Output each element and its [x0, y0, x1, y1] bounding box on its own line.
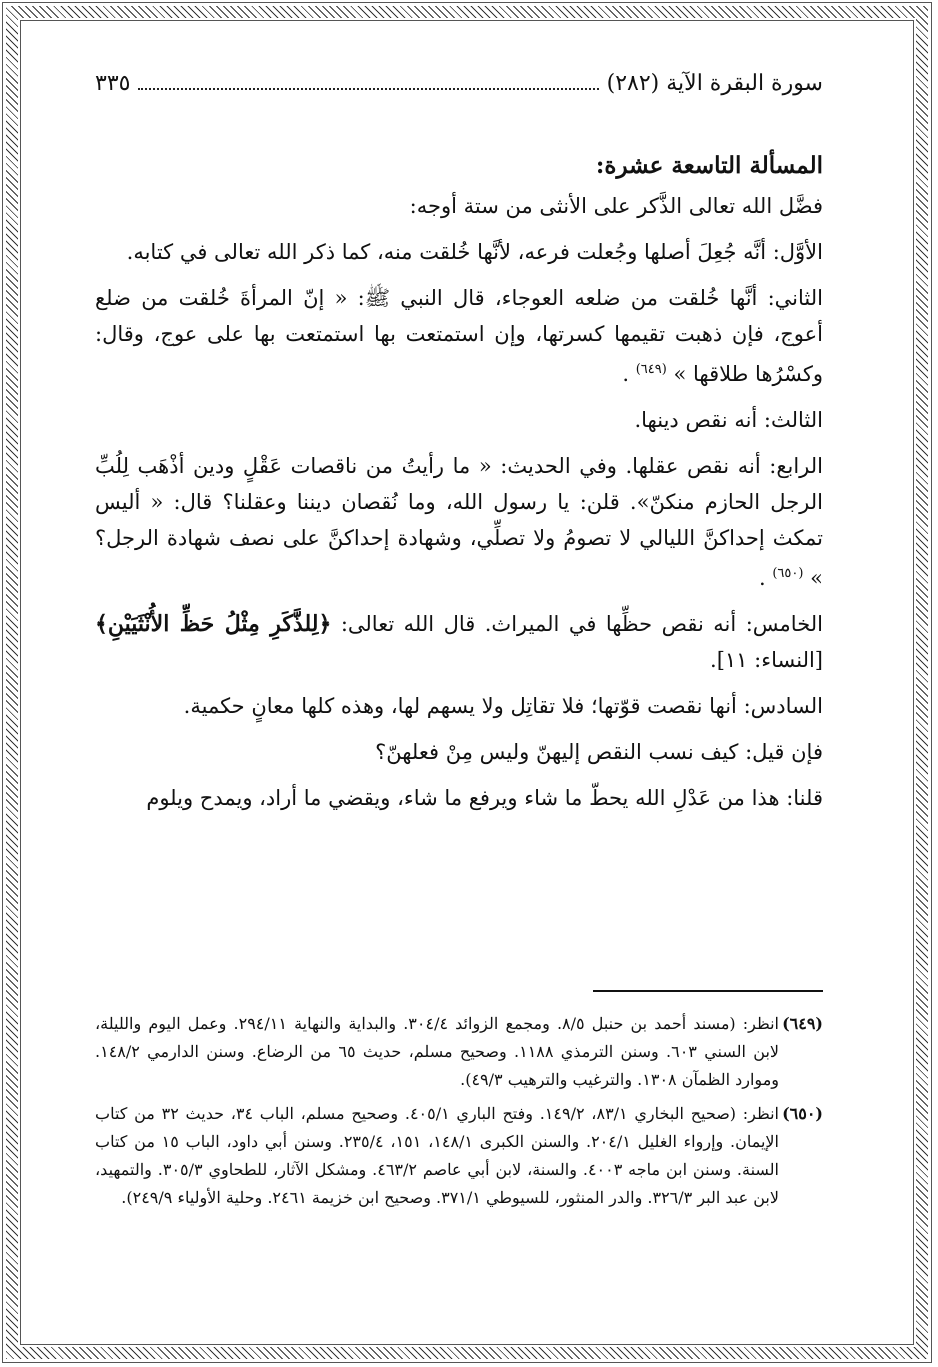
paragraph-fifth-pre: الخامس: أنه نقص حظِّها في الميراث. قال الله تعالى:: [340, 612, 823, 636]
paragraph-sixth: السادس: أنها نقصت قوّتها؛ فلا تقاتِل ولا يسهم لها، وهذه كلها معانٍ حكمية.: [183, 694, 823, 718]
footnote-ref-650[interactable]: (٦٥٠): [772, 566, 804, 581]
paragraph-fourth: [95, 448, 823, 596]
paragraph-second-end: .: [622, 362, 630, 386]
paragraph-second-text: الثاني: أنَّها خُلقت من ضلعه العوجاء، قال النبي ﷺ: « إنّ المرأةَ خُلقت من ضلع أعوج، فإن ذهبت تقيمها كسرتها، وإن استمتعت بها استمتعت بها على عوج، وقال: وكسْرُها طلاقها »: [95, 286, 823, 386]
footnote-text: انظر: (صحيح البخاري ٨٣/١، ١٤٩/٢. وفتح الباري ٤٠٥/١. وصحيح مسلم، الباب ٣٤، حديث ٣٢ من كتاب الإيمان. وإرواء الغليل ٢٠٤/١. والسنن الكبرى ١٤٨/١، ١٥١، ٢٣٥/٤. وسنن أبي داود، الباب ١٥ من كتاب السنة. وسنن ابن ماجه ٤٠٠٣. والسنة، لابن أبي عاصم ٤٦٣/٢. ومشكل الآثار، للطحاوي ٣٠٥/٣. والتمهيد، لابن عبد البر ٣٢٦/٣. والدر المنثور، للسيوطي ٣٧١/١. وصحيح ابن خزيمة ٢٤٦١. وحلية الأولياء ٢٤٩/٩).: [95, 1104, 780, 1207]
main-text: [95, 148, 823, 826]
paragraph-first: الأوَّل: أنَّه جُعِلَ أصلها وجُعلت فرعه، لأنَّها خُلقت منه، كما ذكر الله تعالى في كتابه.: [126, 240, 823, 264]
running-header: [95, 70, 823, 104]
header-title: سورة البقرة الآية (٢٨٢): [606, 71, 823, 96]
page-number: ٣٣٥: [95, 71, 131, 96]
paragraph-answer: قلنا: هذا من عَدْلِ الله يحطّ ما شاء ويرفع ما شاء، ويقضي ما أراد، ويمدح ويلوم: [146, 786, 823, 810]
paragraph-fourth-text: الرابع: أنه نقص عقلها. وفي الحديث: « ما رأيتُ من ناقصات عَقْلٍ ودين أذْهَب لِلُبِّ الرجل الحازم منكنّ». قلن: يا رسول الله، وما نُقصان ديننا وعقلنا؟ قال: « أليس تمكث إحداكنَّ الليالي لا تصومُ ولا تصلِّي، وشهادة إحداكنَّ على نصف شهادة الرجل؟ »: [95, 454, 823, 590]
verse-citation: [النساء: ١١].: [710, 648, 823, 672]
paragraph-fourth-end: .: [758, 566, 766, 590]
paragraph-third: الثالث: أنه نقص دينها.: [634, 408, 823, 432]
paragraph-intro: فضَّل الله تعالى الذَّكر على الأنثى من ستة أوجه:: [409, 194, 823, 218]
section-heading: المسألة التاسعة عشرة:: [595, 152, 823, 179]
footnote-item: [95, 1010, 823, 1094]
header-leader-dots: [138, 70, 598, 90]
paragraph-second: [95, 280, 823, 392]
paragraph-fifth: [95, 606, 823, 678]
quran-verse: ﴿لِلذَّكَرِ مِثْلُ حَظِّ الأُنْثَيَيْنِ﴾: [95, 611, 332, 637]
footnote-separator: [593, 990, 823, 992]
footnote-text: انظر: (مسند أحمد بن حنبل ٨/٥. ومجمع الزوائد ٣٠٤/٤. والبداية والنهاية ٢٩٤/١١. وعمل اليوم والليلة، لابن السني ٦٠٣. وسنن الترمذي ١١٨٨. وصحيح مسلم، حديث ٦٥ من الرضاع. وسنن الدارمي ١٤٨/٢. وموارد الظمآن ١٣٠٨. والترغيب والترهيب ٤٩/٣).: [95, 1014, 780, 1089]
footnote-item: [95, 1100, 823, 1212]
document-page: [95, 60, 823, 1330]
footnote-number: (٦٥٠): [782, 1104, 823, 1123]
paragraph-question: فإن قيل: كيف نسب النقص إليهنّ وليس مِنْ فعلهنّ؟: [375, 740, 823, 764]
footnote-ref-649[interactable]: (٦٤٩): [635, 362, 667, 377]
footnotes: [95, 1010, 823, 1218]
footnote-number: (٦٤٩): [782, 1014, 823, 1033]
